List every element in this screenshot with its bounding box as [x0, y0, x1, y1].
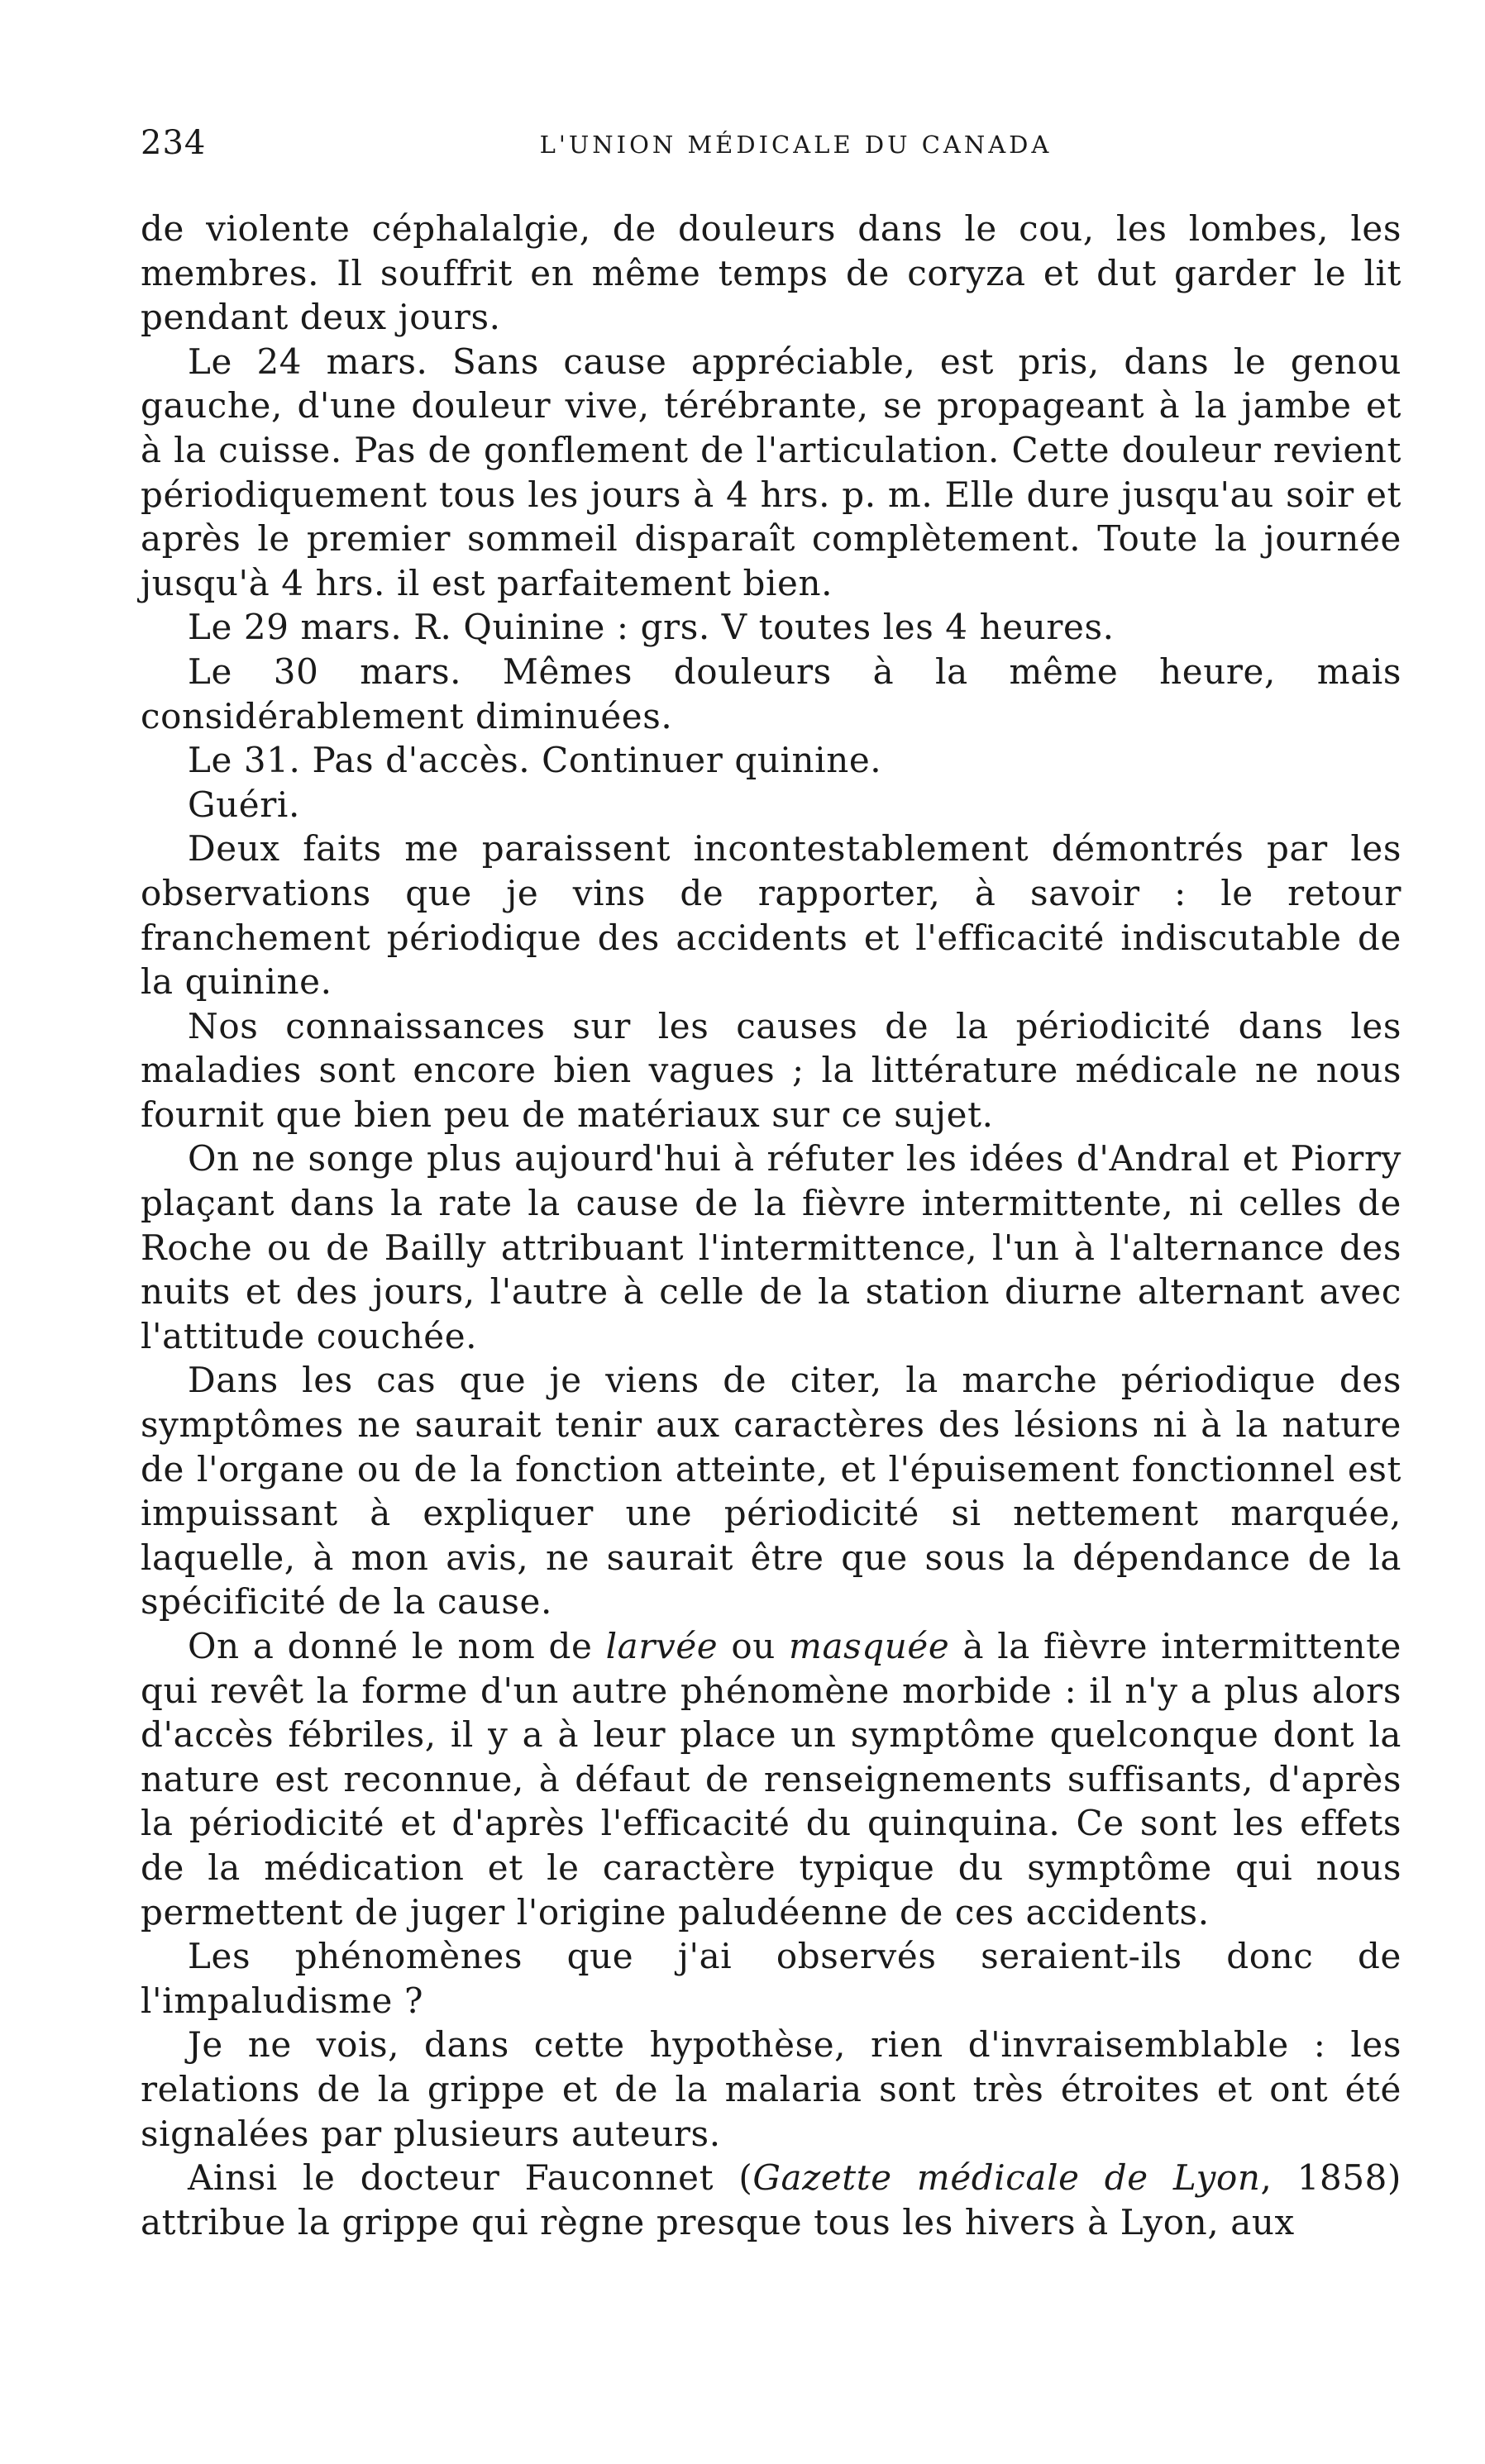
paragraph-continuation: de violente céphalalgie, de douleurs dans le cou, les lombes, les membres. Il souffrit en même temps de coryza et dut garder le lit pendant deux jours.	[141, 208, 1401, 338]
paragraph-march-24: Le 24 mars. Sans cause appréciable, est pris, dans le genou gauche, d'une douleur vive, térébrante, se propageant à la jambe et à la cuisse. Pas de gonflement de l'articulation. Cette douleur revient périodiquement tous les jours à 4 hrs. p. m. Elle dure jusqu'au soir et après le premier sommeil disparaît complètement. Toute la journée jusqu'à 4 hrs. il est parfaitement bien.	[141, 341, 1401, 603]
paragraph-nos-connaissances: Nos connaissances sur les causes de la périodicité dans les maladies sont encore bien vagues ; la littérature médicale ne nous fournit que bien peu de matériaux sur ce sujet.	[141, 1005, 1401, 1135]
text-span: à la fièvre intermittente qui revêt la forme d'un autre phénomène morbide : il n'y a plus alors d'accès fébriles, il y a à leur place un symptôme quelconque dont la nature est reconnue, à défaut de renseignements suffisants, d'après la périodicité et d'après l'efficacité du quinquina. Ce sont les effets de la médication et le caractère typique du symptôme qui nous permettent de juger l'origine paludéenne de ces accidents.	[141, 1626, 1402, 1933]
running-header	[141, 124, 1401, 174]
italic-term-larvee: larvée	[605, 1626, 719, 1666]
paragraph-march-30: Le 30 mars. Mêmes douleurs à la même heure, mais considérablement diminuées.	[141, 651, 1401, 736]
text-span: , 1858) attribue la grippe qui règne presque tous les hivers à Lyon, aux	[141, 2157, 1401, 2242]
paragraph-cas-cites: Dans les cas que je viens de citer, la marche périodique des symptômes ne saurait tenir aux caractères des lésions ni à la nature de l'organe ou de la fonction atteinte, et l'épuisement fonctionnel est impuissant à expliquer une périodicité si nettement marquée, laquelle, à mon avis, ne saurait être que sous la dépendance de la spécificité de la cause.	[141, 1360, 1401, 1623]
paragraph-fauconnet	[141, 2156, 1401, 2244]
paragraph-impaludisme: Les phénomènes que j'ai observés seraient-ils donc de l'impaludisme ?	[141, 1936, 1401, 2021]
page-number: 234	[141, 124, 207, 162]
text-span: ou	[718, 1626, 790, 1666]
body-text	[141, 207, 1401, 2244]
paragraph-larvee	[141, 1624, 1401, 1934]
italic-term-masquee: masquée	[789, 1626, 950, 1666]
text-span: Ainsi le docteur Fauconnet (	[188, 2157, 753, 2199]
paragraph-deux-faits: Deux faits me paraissent incontestablement démontrés par les observations que je vins de rapporter, à savoir : le retour franchement périodique des accidents et l'efficacité indiscutable de la quinine.	[141, 828, 1401, 1003]
paragraph-march-29: Le 29 mars. R. Quinine : grs. V toutes les 4 heures.	[188, 607, 1115, 648]
document-page	[141, 124, 1401, 2244]
paragraph-hypothese: Je ne vois, dans cette hypothèse, rien d'invraisemblable : les relations de la grippe et de la malaria sont très étroites et ont été signalées par plusieurs auteurs.	[141, 2024, 1401, 2154]
paragraph-gueri: Guéri.	[188, 784, 300, 825]
paragraph-andral-piorry: On ne songe plus aujourd'hui à réfuter les idées d'Andral et Piorry plaçant dans la rate la cause de la fièvre intermittente, ni celles de Roche ou de Bailly attribuant l'intermittence, l'un à l'alternance des nuits et des jours, l'autre à celle de la station diurne alternant avec l'attitude couchée.	[141, 1138, 1401, 1356]
text-span: On a donné le nom de	[188, 1626, 606, 1666]
journal-title: L'UNION MÉDICALE DU CANADA	[539, 131, 1053, 159]
italic-citation-gazette: Gazette médicale de Lyon	[752, 2157, 1261, 2199]
paragraph-march-31: Le 31. Pas d'accès. Continuer quinine.	[188, 740, 882, 781]
